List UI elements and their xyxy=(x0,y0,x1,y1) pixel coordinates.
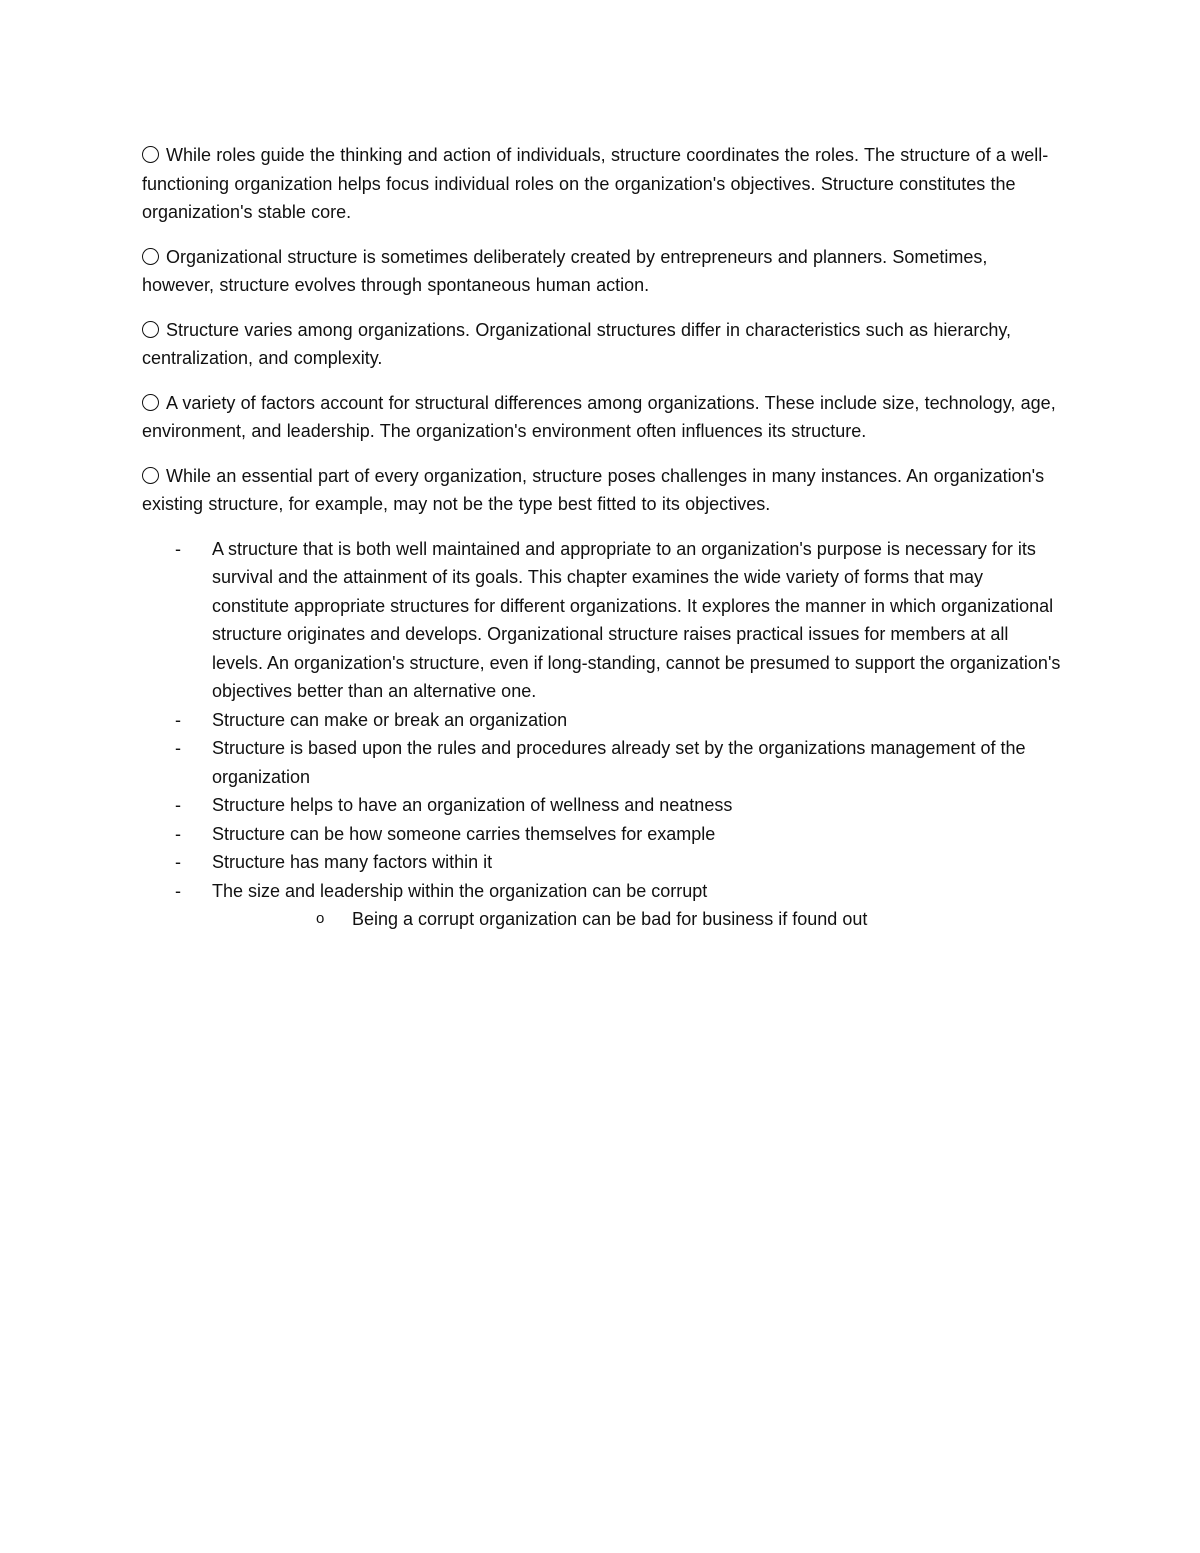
paragraph-structure-varies xyxy=(142,316,1062,373)
list-item xyxy=(142,791,1062,820)
list-item-text: Structure can be how someone carries themselves for example xyxy=(212,823,716,844)
dash-marker: - xyxy=(175,880,181,901)
circle-bullet-icon xyxy=(142,321,159,338)
dash-marker: - xyxy=(175,795,181,815)
circle-bullet-icon xyxy=(142,394,159,411)
list-item-text: A structure that is both well maintained and appropriate to an organization's purpose is necessary for its survival and the attainment of its goals. This chapter examines the wide variety of forms that may constitute appropriate structures for different organizations. It explores the manner in which organizational structure originates and develops. Organizational structure raises practical issues for members at all levels. An organization's structure, even if long-standing, cannot be presumed to support the organization's objectives better than an alternative one. xyxy=(212,538,1061,701)
paragraph-text: A variety of factors account for structural differences among organizations. These include size, technology, age, environment, and leadership. The organization's environment often influences its structure. xyxy=(142,392,1056,441)
sub-list-item xyxy=(212,905,1062,934)
dash-marker: - xyxy=(175,852,181,872)
list-item xyxy=(142,535,1062,706)
list-item xyxy=(142,877,1062,934)
dash-marker: - xyxy=(175,823,181,844)
paragraph-structure-factors xyxy=(142,389,1062,446)
sub-list-item-text: Being a corrupt organization can be bad for business if found out xyxy=(352,909,868,929)
document-body xyxy=(142,141,1062,934)
dash-bullet-list xyxy=(142,535,1062,934)
dash-marker: - xyxy=(175,538,181,559)
dash-marker: - xyxy=(175,709,181,730)
circle-bullet-icon xyxy=(142,248,159,265)
paragraph-text: Organizational structure is sometimes deliberately created by entrepreneurs and planners. Sometimes, however, structure evolves through spontaneous human action. xyxy=(142,246,988,295)
list-item xyxy=(142,848,1062,877)
list-item xyxy=(142,706,1062,735)
paragraph-text: While an essential part of every organization, structure poses challenges in many instances. An organization's existing structure, for example, may not be the type best fitted to its objectives. xyxy=(142,465,1045,514)
list-item xyxy=(142,820,1062,849)
list-item-text: The size and leadership within the organization can be corrupt xyxy=(212,880,708,901)
circle-bullet-icon xyxy=(142,467,159,484)
dash-marker: - xyxy=(175,738,181,758)
sub-marker: o xyxy=(316,910,325,927)
list-item xyxy=(142,734,1062,791)
paragraph-text: Structure varies among organizations. Organizational structures differ in characteristics such as hierarchy, centralization, and complexity. xyxy=(142,319,1012,368)
list-item-text: Structure can make or break an organization xyxy=(212,709,568,730)
list-item-text: Structure helps to have an organization of wellness and neatness xyxy=(212,795,733,815)
paragraph-text: While roles guide the thinking and action of individuals, structure coordinates the roles. The structure of a well-functioning organization helps focus individual roles on the organization's objectives. Structure constitutes the organization's stable core. xyxy=(142,145,1049,222)
paragraph-structure-origin xyxy=(142,243,1062,300)
circle-bullet-icon xyxy=(142,146,159,163)
paragraph-structure-challenges xyxy=(142,462,1062,519)
list-item-text: Structure has many factors within it xyxy=(212,852,493,872)
sub-bullet-list xyxy=(212,905,1062,934)
paragraph-roles-structure xyxy=(142,141,1062,227)
list-item-text: Structure is based upon the rules and procedures already set by the organizations management of the organization xyxy=(212,738,1026,787)
